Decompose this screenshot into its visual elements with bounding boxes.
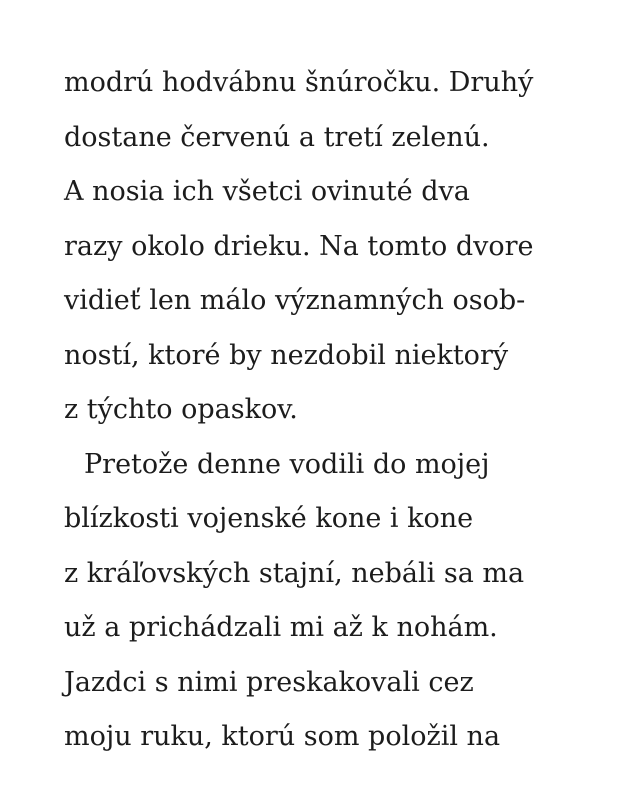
text-line: moju ruku, ktorú som položil na [64, 721, 501, 752]
text-line: dostane červenú a tretí zelenú. [64, 121, 490, 153]
text-line: z týchto opaskov. [64, 394, 298, 425]
body-text [64, 56, 584, 765]
text-line: už a prichádzali mi až k nohám. [64, 612, 498, 643]
text-line: Jazdci s nimi preskakovali cez [64, 666, 474, 698]
text-line: ností, ktoré by nezdobil niektorý [64, 339, 509, 371]
paragraph-start-line: Pretože denne vodili do mojej [84, 448, 490, 480]
text-line: z kráľovských stajní, nebáli sa ma [64, 557, 525, 589]
text-line: vidieť len málo významných osob- [64, 285, 526, 316]
text-line: modrú hodvábnu šnúročku. Druhý [64, 67, 534, 98]
text-line: A nosia ich všetci ovinuté dva [64, 176, 470, 207]
text-line: blízkosti vojenské kone i kone [64, 503, 474, 534]
text-line: razy okolo drieku. Na tomto dvore [64, 230, 534, 262]
